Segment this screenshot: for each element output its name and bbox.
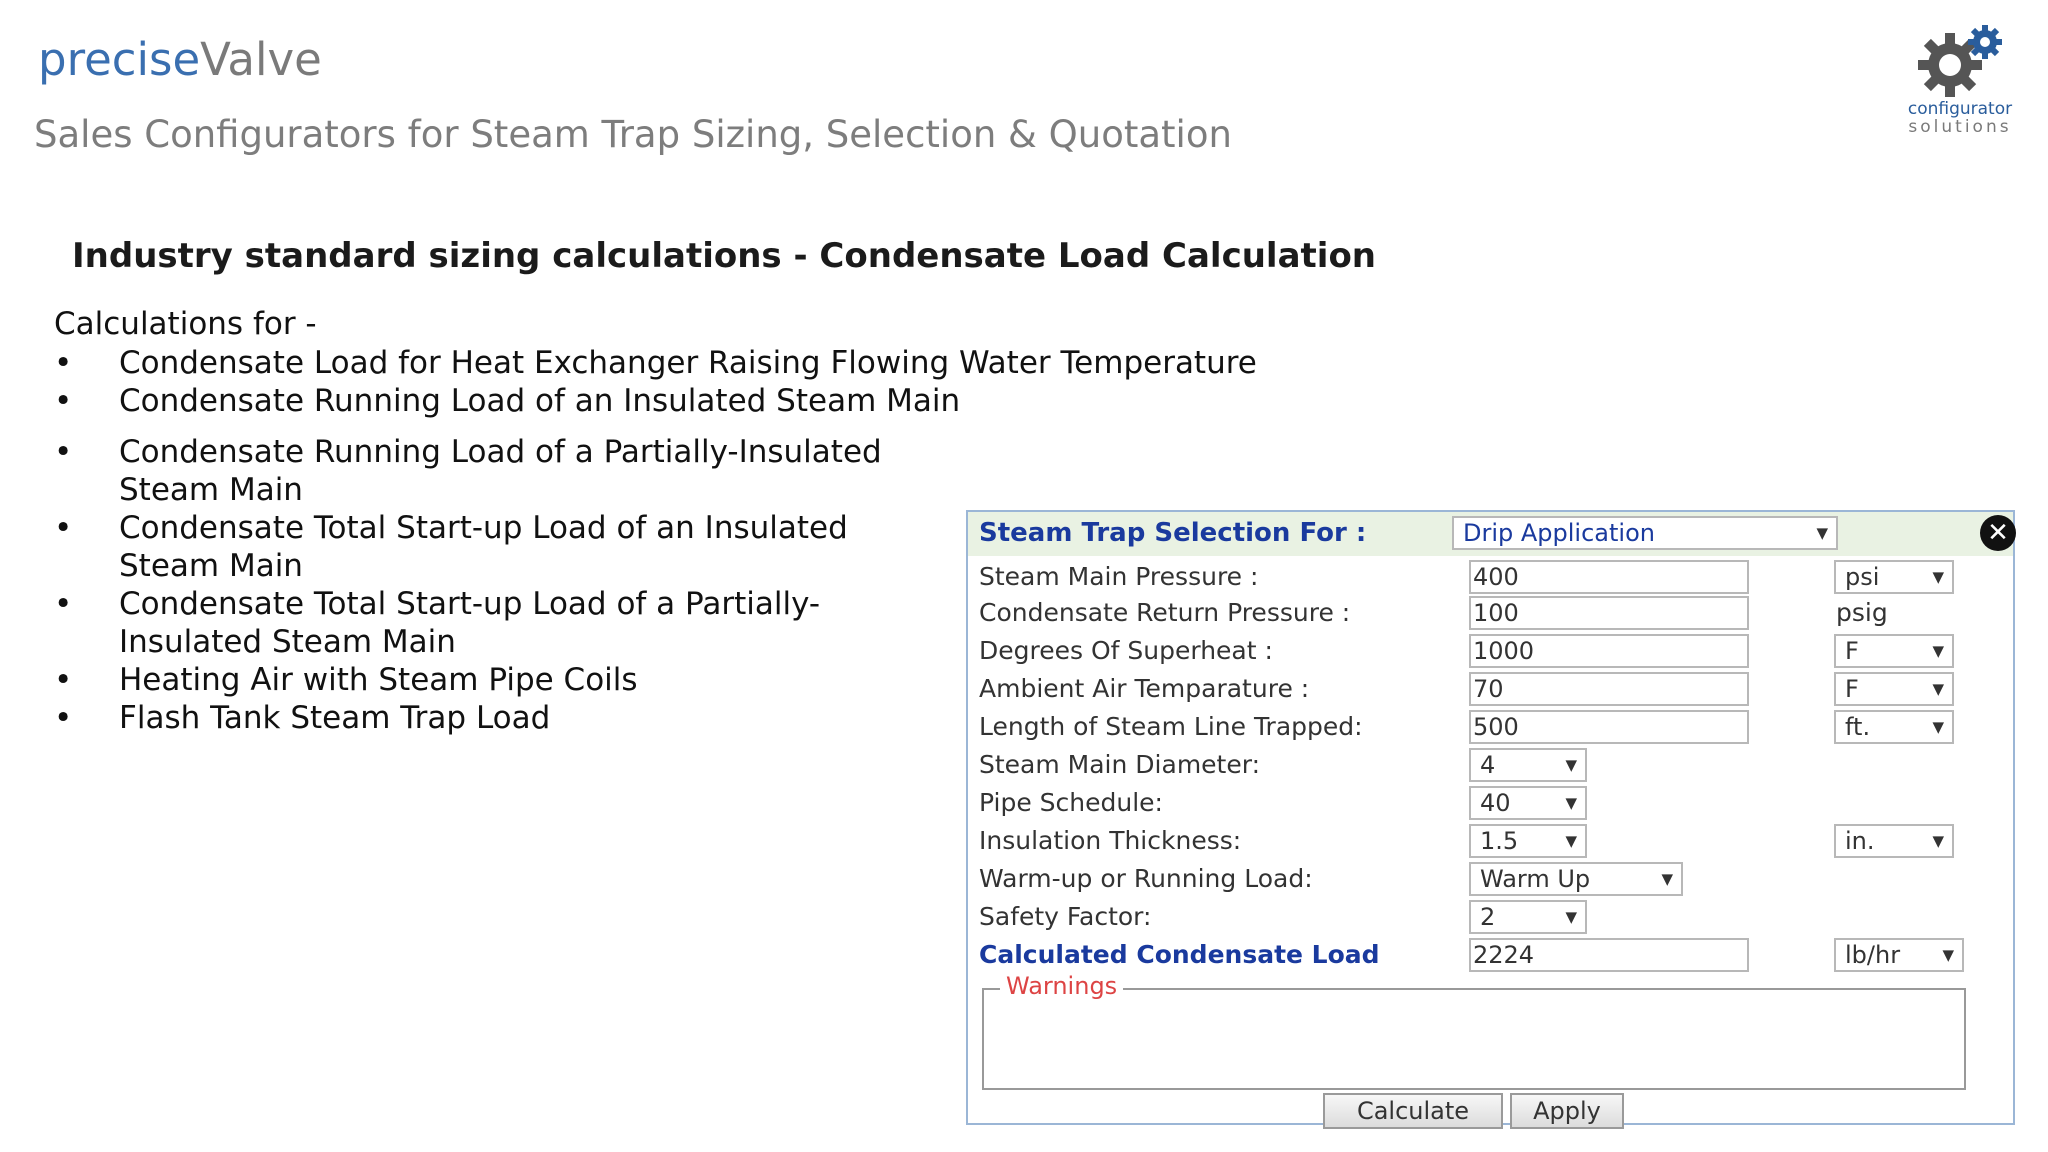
steam-main-pressure-label: Steam Main Pressure : [979, 562, 1259, 591]
list-item: • Condensate Total Start-up Load of a Partially- Insulated Steam Main [54, 586, 821, 660]
gear-icon [1905, 20, 2015, 100]
calculated-load-unit-select[interactable]: lb/hr ▼ [1834, 938, 1964, 972]
condensate-return-pressure-unit: psig [1836, 598, 1888, 627]
line-length-label: Length of Steam Line Trapped: [979, 712, 1363, 741]
safety-factor-select[interactable]: 2 ▼ [1469, 900, 1587, 934]
dialog-header [968, 512, 2013, 556]
safety-factor-label: Safety Factor: [979, 902, 1152, 931]
calculated-load-label: Calculated Condensate Load [979, 940, 1380, 969]
main-diameter-select[interactable]: 4 ▼ [1469, 748, 1587, 782]
ambient-air-temp-label: Ambient Air Temparature : [979, 674, 1310, 703]
calculated-load-output[interactable]: 2224 [1469, 938, 1749, 972]
line-length-unit-select[interactable]: ft. ▼ [1834, 710, 1954, 744]
chevron-down-icon: ▼ [1816, 524, 1828, 542]
main-diameter-label: Steam Main Diameter: [979, 750, 1260, 779]
dialog-title: Steam Trap Selection For : [979, 518, 1367, 548]
warnings-label: Warnings [1000, 972, 1123, 1000]
close-icon[interactable]: ✕ [1980, 515, 2016, 551]
calculations-intro: Calculations for - [54, 306, 317, 342]
list-item: • Condensate Total Start-up Load of an Insulated Steam Main [54, 510, 848, 584]
steam-trap-selection-dialog [966, 510, 2015, 1125]
list-item: • Condensate Load for Heat Exchanger Raising Flowing Water Temperature [54, 345, 1257, 381]
chevron-down-icon: ▼ [1932, 680, 1944, 698]
chevron-down-icon: ▼ [1565, 908, 1577, 926]
list-item: • Condensate Running Load of an Insulated Steam Main [54, 383, 961, 419]
steam-main-pressure-unit-select[interactable]: psi ▼ [1834, 560, 1954, 594]
insulation-thickness-label: Insulation Thickness: [979, 826, 1242, 855]
line-length-input[interactable]: 500 [1469, 710, 1749, 744]
logo-text-solutions: solutions [1908, 117, 2012, 137]
chevron-down-icon: ▼ [1932, 568, 1944, 586]
chevron-down-icon: ▼ [1565, 832, 1577, 850]
chevron-down-icon: ▼ [1932, 642, 1944, 660]
chevron-down-icon: ▼ [1932, 832, 1944, 850]
load-type-select[interactable]: Warm Up ▼ [1469, 862, 1683, 896]
condensate-return-pressure-input[interactable]: 100 [1469, 596, 1749, 630]
brand-logo-text [38, 30, 322, 90]
brand-part-precise: precise [38, 33, 201, 86]
insulation-thickness-unit-select[interactable]: in. ▼ [1834, 824, 1954, 858]
degrees-superheat-unit-select[interactable]: F ▼ [1834, 634, 1954, 668]
chevron-down-icon: ▼ [1661, 870, 1673, 888]
list-item: • Condensate Running Load of a Partially-Insulated Steam Main [54, 434, 882, 508]
chevron-down-icon: ▼ [1932, 718, 1944, 736]
apply-button[interactable]: Apply [1510, 1093, 1624, 1129]
logo-text-configurator: configurator [1907, 99, 2013, 119]
load-type-label: Warm-up or Running Load: [979, 864, 1313, 893]
ambient-air-temp-input[interactable]: 70 [1469, 672, 1749, 706]
warnings-box [982, 972, 1966, 1090]
chevron-down-icon: ▼ [1942, 946, 1954, 964]
configurator-solutions-logo [1900, 20, 2020, 150]
calculate-button[interactable]: Calculate [1323, 1093, 1503, 1129]
insulation-thickness-select[interactable]: 1.5 ▼ [1469, 824, 1587, 858]
ambient-air-temp-unit-select[interactable]: F ▼ [1834, 672, 1954, 706]
chevron-down-icon: ▼ [1565, 756, 1577, 774]
degrees-superheat-label: Degrees Of Superheat : [979, 636, 1273, 665]
pipe-schedule-select[interactable]: 40 ▼ [1469, 786, 1587, 820]
list-item: • Heating Air with Steam Pipe Coils [54, 662, 638, 698]
chevron-down-icon: ▼ [1565, 794, 1577, 812]
page-subtitle: Sales Configurators for Steam Trap Sizing, Selection & Quotation [34, 113, 1232, 156]
degrees-superheat-input[interactable]: 1000 [1469, 634, 1749, 668]
application-select[interactable]: Drip Application ▼ [1452, 516, 1838, 550]
section-heading: Industry standard sizing calculations - Condensate Load Calculation [72, 236, 1377, 276]
brand-part-valve: Valve [200, 33, 322, 86]
pipe-schedule-label: Pipe Schedule: [979, 788, 1163, 817]
steam-main-pressure-input[interactable]: 400 [1469, 560, 1749, 594]
condensate-return-pressure-label: Condensate Return Pressure : [979, 598, 1351, 627]
list-item: • Flash Tank Steam Trap Load [54, 700, 551, 736]
